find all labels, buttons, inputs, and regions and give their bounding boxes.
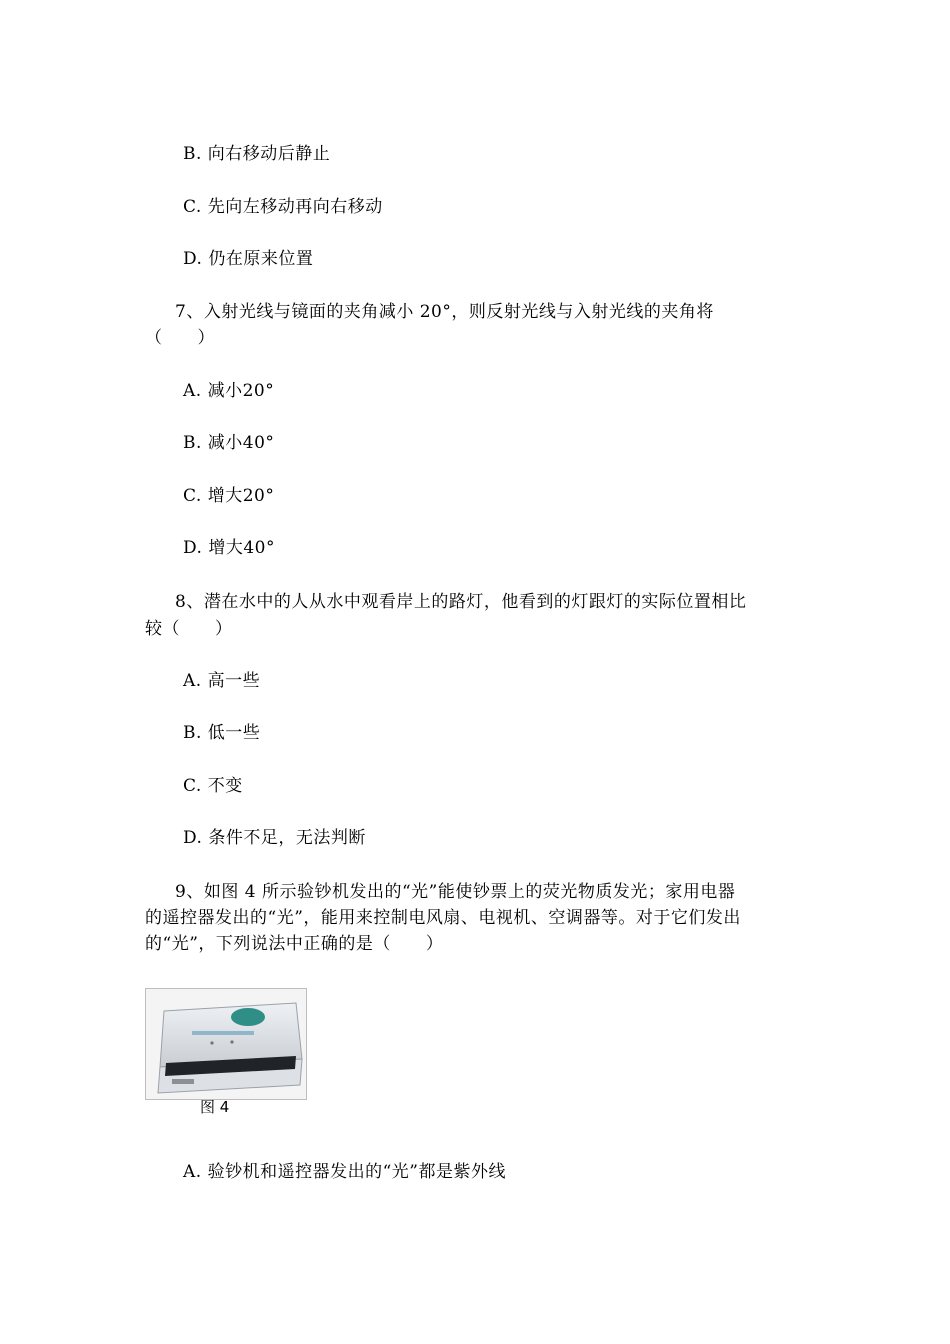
q7-option-c: C. 增大20° <box>183 486 275 506</box>
currency-detector-figure <box>145 988 307 1100</box>
q8-option-a: A. 高一些 <box>183 671 261 691</box>
q7-option-d: D. 增大40° <box>183 538 275 558</box>
q8-option-d: D. 条件不足，无法判断 <box>183 828 366 848</box>
figure-caption: 图 4 <box>200 1098 230 1116</box>
q9-stem-line2: 的遥控器发出的“光”，能用来控制电风扇、电视机、空调器等。对于它们发出 <box>145 908 741 928</box>
q8-option-c: C. 不变 <box>183 776 243 796</box>
q7-stem-line1: 7、入射光线与镜面的夹角减小 20°，则反射光线与入射光线的夹角将 <box>175 302 714 322</box>
q7-option-b: B. 减小40° <box>183 433 275 453</box>
q9-stem-line3: 的“光”，下列说法中正确的是（ ） <box>145 934 444 954</box>
q8-option-b: B. 低一些 <box>183 723 261 743</box>
q6-option-d: D. 仍在原来位置 <box>183 249 314 269</box>
q9-option-a: A. 验钞机和遥控器发出的“光”都是紫外线 <box>183 1162 506 1182</box>
q6-option-b: B. 向右移动后静止 <box>183 144 331 164</box>
q8-stem-line1: 8、潜在水中的人从水中观看岸上的路灯，他看到的灯跟灯的实际位置相比 <box>175 592 747 612</box>
q6-option-c: C. 先向左移动再向右移动 <box>183 197 383 217</box>
q7-option-a: A. 减小20° <box>183 381 275 401</box>
q9-stem-line1: 9、如图 4 所示验钞机发出的“光”能使钞票上的荧光物质发光；家用电器 <box>175 882 736 902</box>
q7-stem-line2: （ ） <box>145 328 215 348</box>
currency-detector-image <box>146 989 306 1099</box>
q8-stem-line2: 较（ ） <box>145 619 233 639</box>
